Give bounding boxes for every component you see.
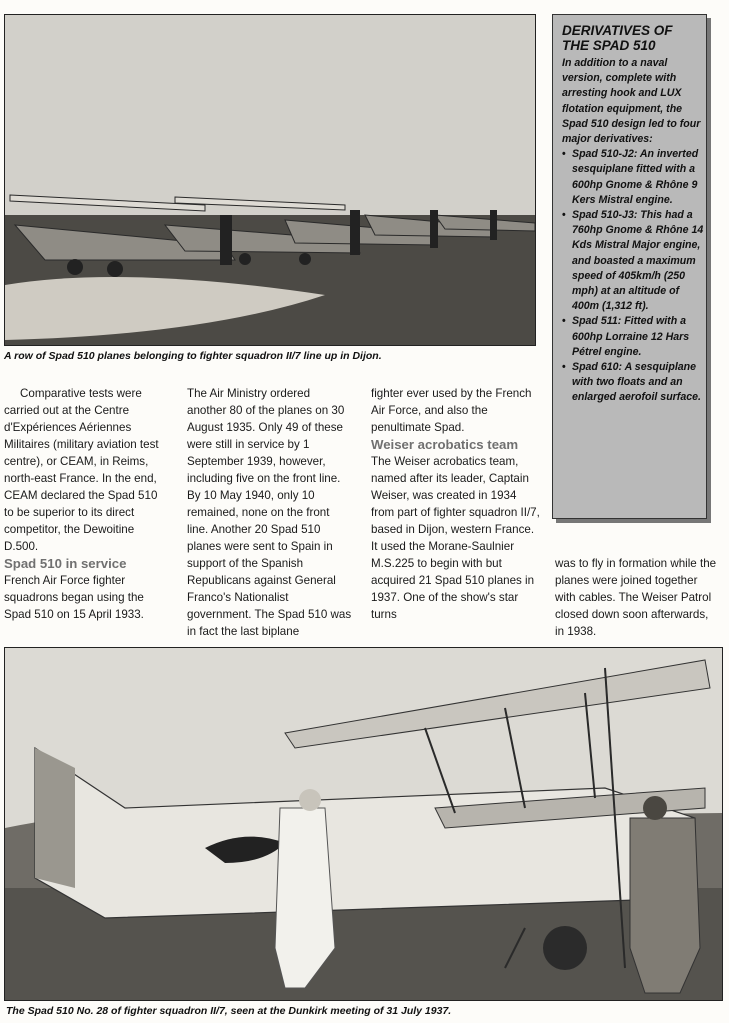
sidebar-title-line1: DERIVATIVES OF: [562, 23, 673, 38]
list-item: [562, 314, 706, 360]
list-item: [562, 360, 706, 406]
sidebar-list: [562, 147, 706, 405]
paragraph: The Air Ministry ordered another 80 of the planes on 30 August 1935. Only 49 of these were still in service by 1 September 1939, however, including five on the front line. By 10 May 1940, only 10 remained, none on the front line. Another 20 Spad 510 planes were sent to Spain in support of the Spanish Republicans against General Franco's Nationalist government. The Spad 510 was in fact the last biplane: [187, 387, 352, 638]
bullet: •: [562, 361, 566, 374]
article-column-2: [187, 385, 352, 640]
article-column-4: [555, 555, 720, 640]
biplane-row-image: [5, 15, 535, 345]
photo1-caption: A row of Spad 510 planes belonging to fighter squadron II/7 line up in Dijon.: [4, 350, 382, 362]
photo-spad-510-no-28: [4, 647, 723, 1001]
paragraph: French Air Force fighter squadrons began using the Spad 510 on 15 April 1933.: [4, 574, 144, 621]
bullet: •: [562, 315, 566, 328]
bullet: •: [562, 148, 566, 161]
heading-spad-510-in-service: Spad 510 in service: [4, 556, 127, 571]
list-item-text: Spad 510-J2: An inverted sesquiplane fitted with a 600hp Gnome & Rhône 9 Kers Mistral engine.: [572, 148, 699, 206]
biplane-closeup-image: [5, 648, 722, 1000]
sidebar-title-line2: THE SPAD 510: [562, 38, 656, 53]
sidebar-derivatives: [552, 14, 707, 519]
photo-row-of-spad-510: [4, 14, 536, 346]
article-column-1: [4, 385, 167, 623]
sidebar-intro: In addition to a naval version, complete with arresting hook and LUX flotation equipment, the Spad 510 design led to four major derivatives:: [562, 57, 701, 146]
photo2-caption: The Spad 510 No. 28 of fighter squadron II/7, seen at the Dunkirk meeting of 31 July 1937.: [6, 1005, 452, 1017]
paragraph: was to fly in formation while the planes were joined together with cables. The Weiser Patrol closed down soon afterwards, in 1938.: [555, 557, 717, 638]
list-item-text: Spad 610: A sesquiplane with two floats and an enlarged aerofoil surface.: [572, 361, 701, 404]
bullet: •: [562, 209, 566, 222]
list-item: [562, 208, 706, 314]
paragraph: The Weiser acrobatics team, named after its leader, Captain Weiser, was created in 1934 from part of fighter squadron II/7, based in Dijon, western France. It used the Morane-Saulnier M.S.225 to begin with but acquired 21 Spad 510 planes in 1937. One of the show's star turns: [371, 455, 540, 621]
list-item: [562, 147, 706, 208]
heading-weiser-acrobatics-team: Weiser acrobatics team: [371, 437, 519, 452]
article-column-3: [371, 385, 541, 623]
list-item-text: Spad 510-J3: This had a 760hp Gnome & Rhône 14 Kds Mistral Major engine, and boasted a maximum speed of 405km/h (250 mph) at an altitude of 400m (1,312 ft).: [572, 209, 704, 313]
list-item-text: Spad 511: Fitted with a 600hp Lorraine 12 Hars Pétrel engine.: [572, 315, 690, 358]
paragraph: fighter ever used by the French Air Force, and also the penultimate Spad.: [371, 387, 532, 434]
paragraph: Comparative tests were carried out at the Centre d'Expériences Aériennes Militaires (military aviation test centre), or CEAM, in Reims, north-east France. In the end, CEAM declared the Spad 510 to be superior to its direct competitor, the Dewoitine D.500.: [4, 387, 159, 553]
